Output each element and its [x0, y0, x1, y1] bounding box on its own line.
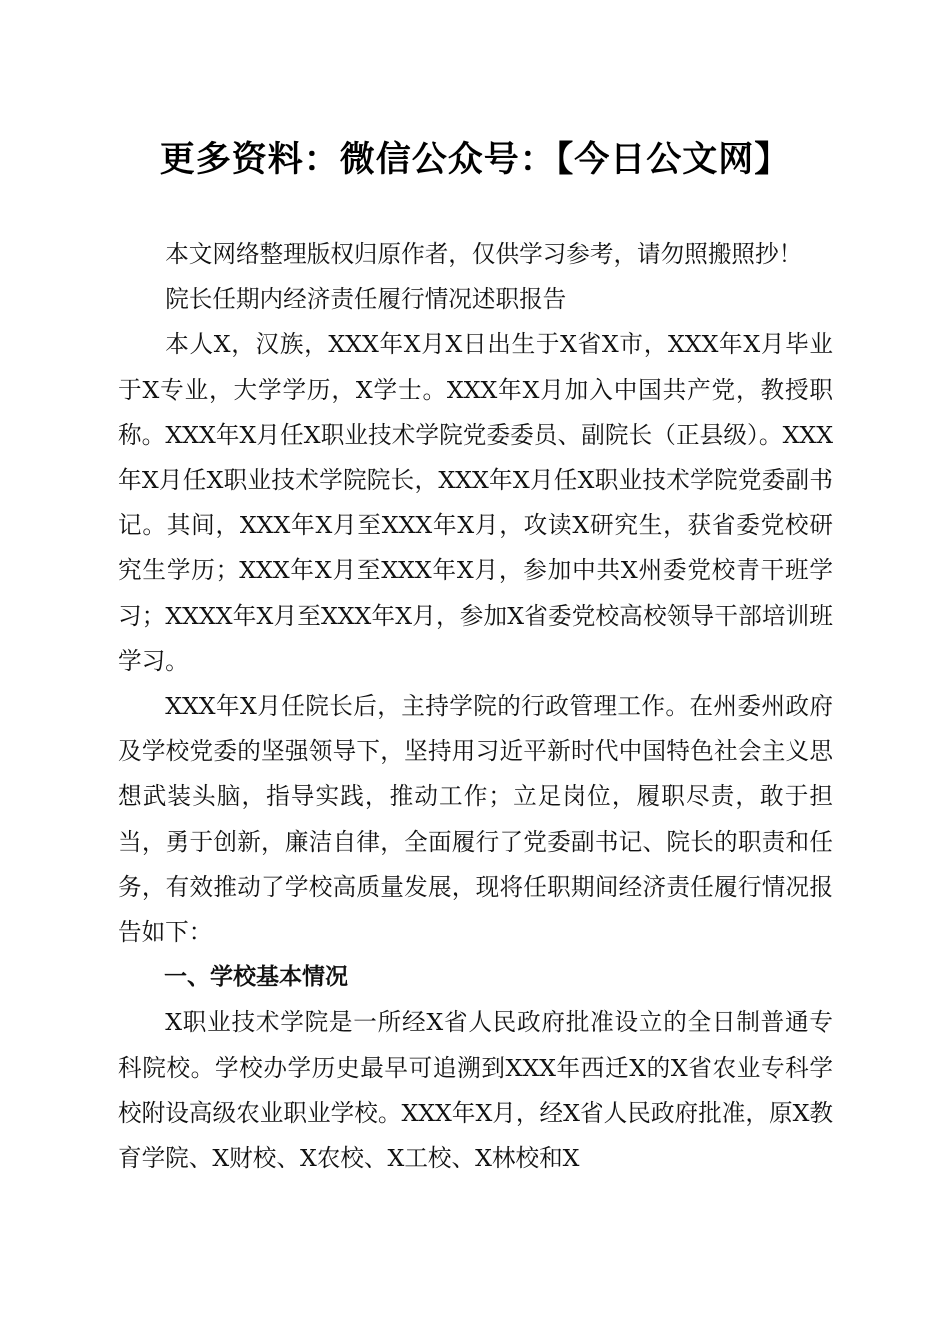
paragraph-duty-summary: XXX年X月任院长后，主持学院的行政管理工作。在州委州政府及学校党委的坚强领导下，坚持用习近平新时代中国特色社会主义思想武装头脑，指导实践，推动工作；立足岗位，履职尽责，敢于担当，勇于创新，廉洁自律，全面履行了党委副书记、院长的职责和任务，有效推动了学校高质量发展，现将任职期间经济责任履行情况报告如下： — [118, 692, 833, 947]
copyright-notice: 本文网络整理版权归原作者，仅供学习参考，请勿照搬照抄！ — [165, 240, 803, 268]
paragraph-school-overview: X职业技术学院是一所经X省人民政府批准设立的全日制普通专科院校。学校办学历史最早可追溯到XXX年西迁X的X省农业专科学校附设高级农业职业学校。XXX年X月，经X省人民政府批准，原X教育学院、X财校、X农校、X工校、X林校和X — [118, 1008, 833, 1173]
report-title: 院长任期内经济责任履行情况述职报告 — [165, 285, 567, 314]
section-heading-school-overview: 一、学校基本情况 — [164, 964, 348, 991]
paragraph-personal-background: 本人X，汉族，XXX年X月X日出生于X省X市，XXX年X月毕业于X专业，大学学历，X学士。XXX年X月加入中国共产党，教授职称。XXX年X月任X职业技术学院党委委员、副院长（正县级）。XXX年X月任X职业技术学院院长，XXX年X月任X职业技术学院党委副书记。其间，XXX年X月至XXX年X月，攻读X研究生，获省委党校研究生学历；XXX年X月至XXX年X月，参加中共X州委党校青干班学习；XXXX年X月至XXX年X月，参加X省委党校高校领导干部培训班学习。 — [118, 330, 833, 675]
page-title: 更多资料：微信公众号：【今日公文网】 — [159, 140, 791, 180]
document-body — [118, 232, 833, 1181]
